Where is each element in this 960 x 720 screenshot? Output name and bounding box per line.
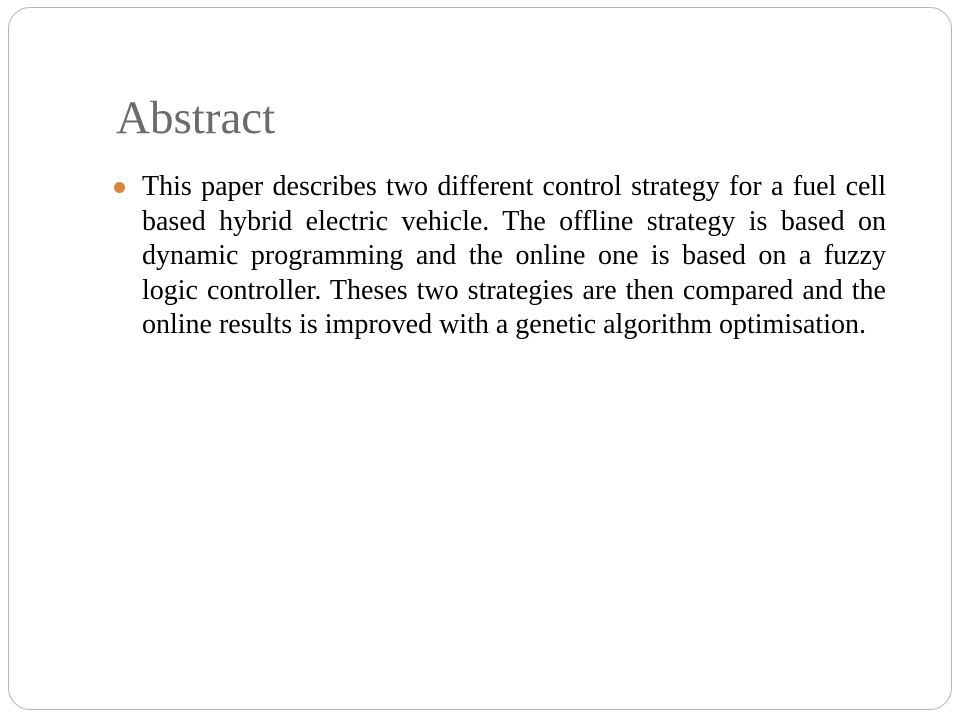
bullet-text: This paper describes two different control strategy for a fuel cell based hybrid electric vehicle. The offline strategy is based on dynamic programming and the online one is based on a fuzzy logic controller. Theses two strategies are then compared and the online results is improved with a genetic algorithm optimisation. [142, 171, 886, 340]
bullet-dot-icon [114, 182, 125, 193]
bullet-list [114, 170, 886, 343]
slide-frame [8, 7, 952, 710]
slide-title: Abstract [116, 92, 276, 144]
bullet-item-abstract [114, 170, 886, 343]
